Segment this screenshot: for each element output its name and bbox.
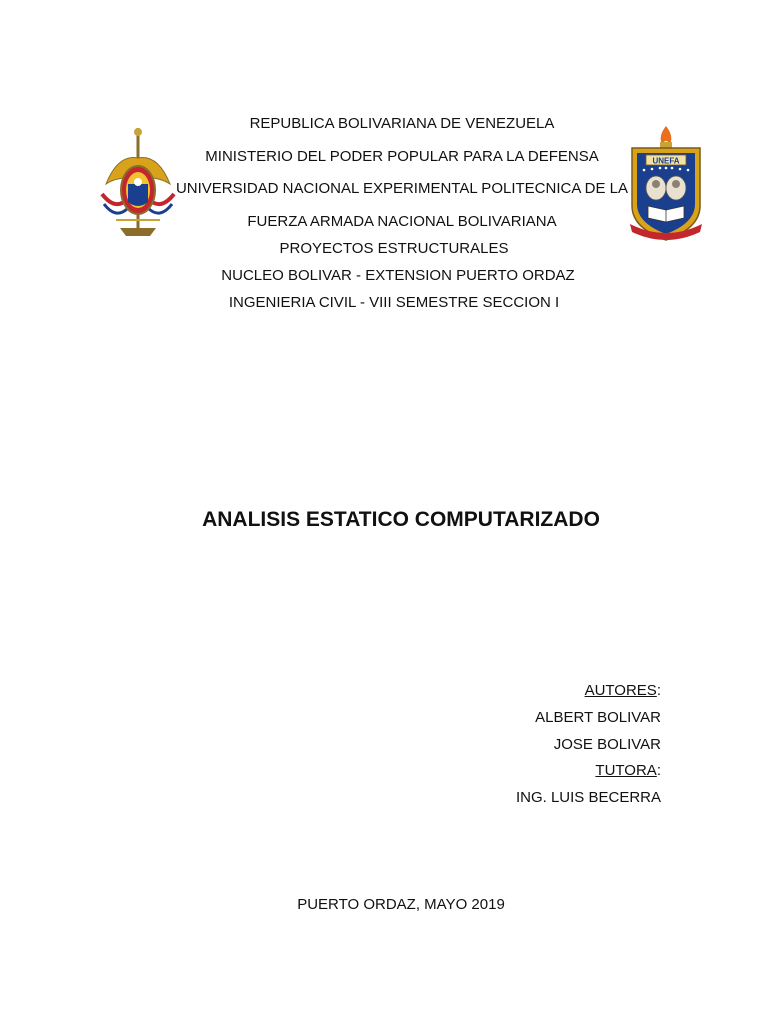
place-and-date: PUERTO ORDAZ, MAYO 2019 [297, 896, 505, 913]
document-title: ANALISIS ESTATICO COMPUTARIZADO [202, 508, 600, 531]
tutor-name: ING. LUIS BECERRA [515, 789, 661, 806]
author-name-2: JOSE BOLIVAR [553, 736, 661, 753]
header-line-republic: REPUBLICA BOLIVARIANA DE VENEZUELA [249, 115, 555, 132]
header-line-project: PROYECTOS ESTRUCTURALES [279, 240, 509, 257]
tutor-label-line [595, 762, 661, 780]
author-name-1: ALBERT BOLIVAR [535, 709, 661, 726]
header-line-program: INGENIERIA CIVIL - VIII SEMESTRE SECCION I [228, 294, 560, 311]
header-line-ministry: MINISTERIO DEL PODER POPULAR PARA LA DEFENSA [205, 148, 599, 165]
authors-label: AUTORES [584, 682, 657, 699]
tutor-colon: : [656, 762, 661, 779]
header-line-armed-force: FUERZA ARMADA NACIONAL BOLIVARIANA [247, 213, 557, 230]
header-line-university: UNIVERSIDAD NACIONAL EXPERIMENTAL POLITECNICA DE LA [175, 180, 629, 197]
header-line-campus: NUCLEO BOLIVAR - EXTENSION PUERTO ORDAZ [221, 267, 575, 284]
unefa-text: UNEFA [652, 156, 680, 166]
tutor-label: TUTORA [595, 762, 657, 779]
authors-label-line [585, 682, 661, 700]
authors-colon: : [656, 682, 661, 699]
